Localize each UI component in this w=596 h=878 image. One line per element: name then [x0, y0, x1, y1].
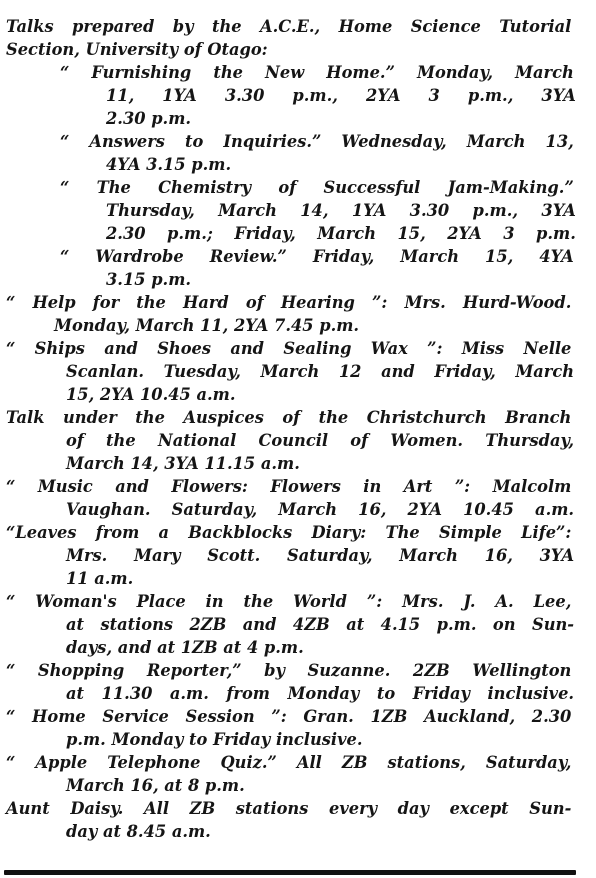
entry-line: p.m. Monday to Friday inclusive.: [66, 730, 363, 750]
entry-line: “ Apple Telephone Quiz.” All ZB stations, Saturday,: [6, 753, 572, 773]
talks-listing: [6, 16, 576, 844]
entry-line: “ Wardrobe Review.” Friday, March 15, 4YA: [60, 247, 574, 267]
entry-line: “ Woman's Place in the World ”: Mrs. J. A. Lee,: [6, 592, 572, 612]
entry-line: 15, 2YA 10.45 a.m.: [66, 385, 236, 405]
list-item: [6, 407, 575, 476]
entry-line: “ Shopping Reporter,” by Suzanne. 2ZB Wellington: [6, 661, 572, 681]
entry-line: “ Help for the Hard of Hearing ”: Mrs. Hurd-Wood.: [6, 293, 572, 313]
entry-line: Monday, March 11, 2YA 7.45 p.m.: [54, 316, 360, 336]
entry-line: “Leaves from a Backblocks Diary: The Simple Life”:: [6, 523, 572, 543]
list-item: [6, 292, 572, 338]
entry-line: Talk under the Auspices of the Christchurch Branch: [6, 408, 572, 428]
entry-line: Thursday, March 14, 1YA 3.30 p.m., 3YA: [106, 201, 576, 221]
list-item: [6, 246, 572, 292]
entry-line: “ The Chemistry of Successful Jam-Making.”: [60, 178, 574, 198]
entry-line: 11 a.m.: [66, 569, 134, 589]
list-item: [6, 752, 572, 798]
entry-line: days, and at 1ZB at 4 p.m.: [66, 638, 304, 658]
list-item: [6, 338, 575, 407]
entry-line: of the National Council of Women. Thursday,: [66, 431, 575, 451]
list-item: [6, 660, 575, 706]
entry-line: 4YA 3.15 p.m.: [106, 155, 232, 175]
entry-line: “ Furnishing the New Home.” Monday, March: [60, 63, 574, 83]
list-item: [6, 177, 576, 246]
column-rule: [4, 870, 576, 875]
entry-line: “ Answers to Inquiries.” Wednesday, March 13,: [60, 132, 574, 152]
list-item: [6, 706, 572, 752]
entry-line: Section, University of Otago:: [6, 40, 268, 60]
entry-line: March 16, at 8 p.m.: [66, 776, 245, 796]
entry-line: Aunt Daisy. All ZB stations every day except Sun-: [6, 799, 572, 819]
entry-line: 11, 1YA 3.30 p.m., 2YA 3 p.m., 3YA: [106, 86, 576, 106]
list-item: [6, 798, 572, 844]
list-item: [6, 591, 575, 660]
list-item: [6, 131, 572, 177]
entry-line: Scanlan. Tuesday, March 12 and Friday, March: [66, 362, 575, 382]
entry-line: day at 8.45 a.m.: [66, 822, 211, 842]
entry-line: “ Home Service Session ”: Gran. 1ZB Auckland, 2.30: [6, 707, 572, 727]
entry-line: 2.30 p.m.; Friday, March 15, 2YA 3 p.m.: [106, 224, 576, 244]
list-item: [6, 16, 572, 62]
list-item: [6, 476, 575, 522]
list-item: [6, 522, 575, 591]
entry-line: “ Music and Flowers: Flowers in Art ”: Malcolm: [6, 477, 572, 497]
entry-line: Mrs. Mary Scott. Saturday, March 16, 3YA: [66, 546, 575, 566]
entry-line: Talks prepared by the A.C.E., Home Science Tutorial: [6, 17, 572, 37]
entry-line: 2.30 p.m.: [106, 109, 192, 129]
entry-line: at stations 2ZB and 4ZB at 4.15 p.m. on Sun-: [66, 615, 575, 635]
entry-line: at 11.30 a.m. from Monday to Friday inclusive.: [66, 684, 575, 704]
entry-line: 3.15 p.m.: [106, 270, 192, 290]
list-item: [6, 62, 576, 131]
entry-line: Vaughan. Saturday, March 16, 2YA 10.45 a.m.: [66, 500, 575, 520]
entry-line: March 14, 3YA 11.15 a.m.: [66, 454, 300, 474]
entry-line: “ Ships and Shoes and Sealing Wax ”: Miss Nelle: [6, 339, 572, 359]
